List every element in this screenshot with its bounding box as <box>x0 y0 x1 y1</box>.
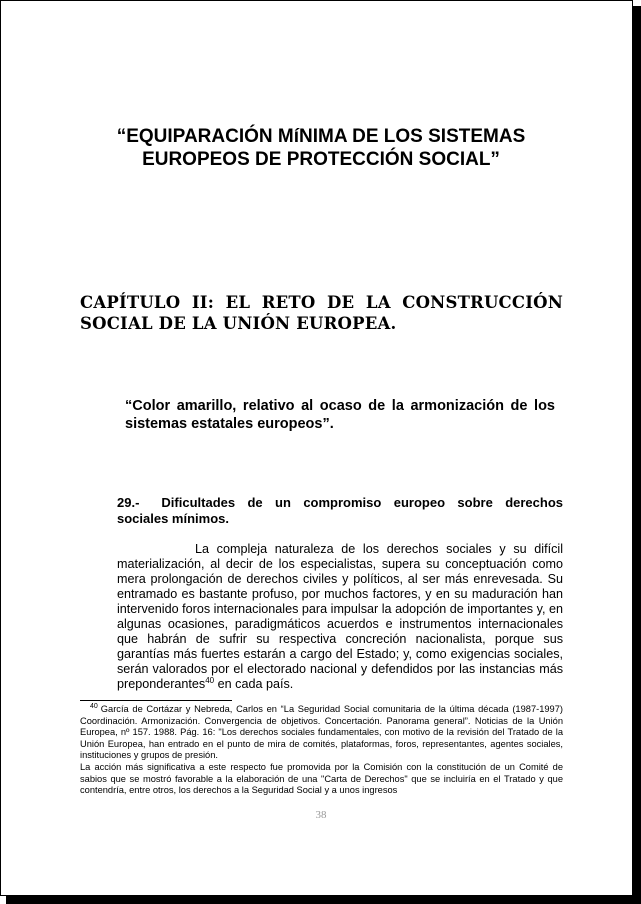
section-title: Dificultades de un compromiso europeo sobre derechos sociales mínimos. <box>117 495 563 526</box>
document-title-line-1: “EQUIPARACIÓN MíNIMA DE LOS SISTEMAS <box>116 126 526 147</box>
body-paragraph-text: La compleja naturaleza de los derechos sociales y su difícil materialización, al decir de los especialistas, supera su conceptuación como mera prolongación de derechos civiles y políticos, al ser más enrevesada. Su entramado es bastante profuso, por muchos factores, y en su maduración han intervenido foros internacionales para impulsar la adopción de importantes y, en algunas ocasiones, paradigmáticos acuerdos e instrumentos internacionales que habrán de sufrir su respectiva concreción nacionalista, porque sus garantías más fuertes estarán a cargo del Estado; y, como exigencias sociales, serán valorados por el electorado nacional y defendidos por las instancias más preponderantes <box>117 542 563 691</box>
footnote-text: La acción más significativa a este respecto fue promovida por la Comisión con la constitución de un Comité de sabios que se mostró favorable a la elaboración de una "Carta de Derechos" que se incluiría en el Tratado y que contendría, entre otros, los derechos a la Seguridad Social y a unos ingresos <box>80 761 563 796</box>
chapter-epigraph-quote: “Color amarillo, relativo al ocaso de la armonización de los sistemas estatales europeos”. <box>125 398 555 432</box>
section-number: 29.- <box>117 495 140 510</box>
footnote-continuation <box>80 762 563 797</box>
footnote-text: García de Cortázar y Nebreda, Carlos en “La Seguridad Social comunitaria de la última década (1987-1997) Coordinación. Armonización. Convergencia de objetivos. Concertación. Panorama general”. Noticias de la Unión Europea, nº 157. 1988. Pág. 16: "Los derechos sociales fundamentales, con motivo de la revisión del Tratado de la Unión Europea, han entrado en el punto de mira de comités, plataformas, foros, representantes, agentes sociales, instituciones y grupos de presión. <box>80 704 563 761</box>
body-paragraph <box>117 542 563 692</box>
footnote-separator <box>80 700 232 701</box>
document-title-line-2: EUROPEOS DE PROTECCIÓN SOCIAL” <box>142 149 500 170</box>
footnote-40 <box>80 704 563 762</box>
footnote-reference[interactable]: 40 <box>205 675 215 685</box>
page-number: 38 <box>315 809 327 821</box>
document-title <box>81 125 561 171</box>
section-heading <box>117 495 563 527</box>
page-shadow-right <box>633 6 641 904</box>
page-shadow-bottom <box>6 896 641 904</box>
body-paragraph-tail: en cada país. <box>214 677 294 691</box>
footnote-mark: 40 <box>90 702 98 710</box>
footnotes <box>80 704 563 797</box>
chapter-title: CAPÍTULO II: EL RETO DE LA CONSTRUCCIÓN SOCIAL DE LA UNIÓN EUROPEA. <box>80 293 563 333</box>
